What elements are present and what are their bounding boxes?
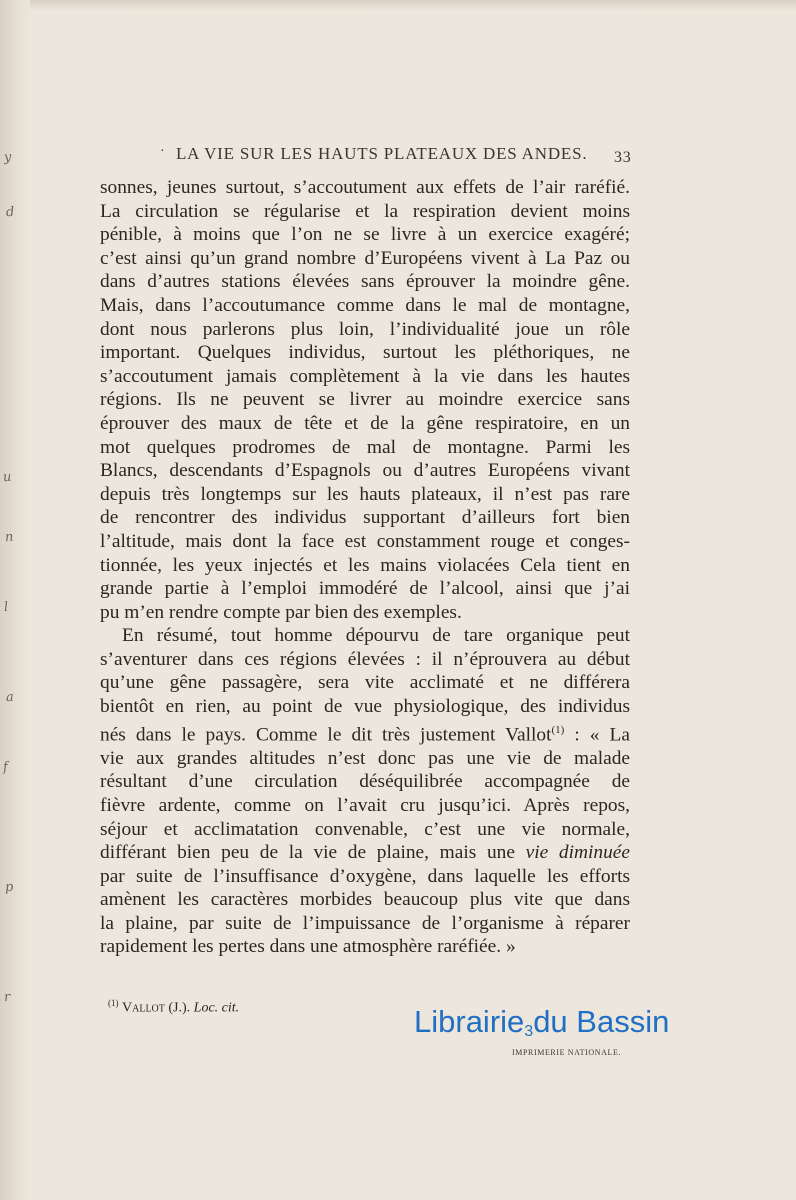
text-line: grande partie à l’emploi immodéré de l’alcool, ainsi que j’ai — [100, 578, 630, 600]
text-line: qu’une gêne passagère, sera vite acclimaté et ne différera — [100, 672, 630, 694]
facing-page-bleed: y d u n l a f p r — [0, 0, 30, 1200]
running-head — [160, 140, 630, 170]
watermark — [414, 1004, 669, 1040]
text-line: bientôt en rien, au point de vue physiologique, des individus — [100, 696, 630, 718]
watermark-sub: 3 — [524, 1023, 534, 1040]
text-line: important. Quelques individus, surtout les pléthoriques, ne — [100, 342, 630, 364]
emphasis: vie diminuée — [525, 842, 631, 864]
text-line: rapidement les pertes dans une atmosphère raréfiée. » — [100, 936, 516, 958]
text-line: résultant d’une circulation déséquilibrée accompagnée de — [100, 771, 630, 793]
text-line: mot quelques prodromes de mal de montagne. Parmi les — [100, 436, 630, 458]
line-text: nés dans le pays. Comme le dit très justement Vallot — [100, 724, 552, 746]
text-line: tionnée, les yeux injectés et les mains violacées Cela tient en — [100, 554, 630, 576]
text-line: la plaine, par suite de l’impuissance de l’organisme à réparer — [100, 912, 630, 934]
text-line: éprouver des maux de tête et de la gêne respiratoire, en un — [100, 412, 630, 434]
text-line: séjour et acclimatation convenable, c’est une vie normale, — [100, 818, 630, 840]
text-line: l’altitude, mais dont la face est constamment rouge et conges- — [100, 530, 630, 552]
text-line: Mais, dans l’accoutumance comme dans le mal de montagne, — [100, 294, 630, 316]
text-line: pu m’en rendre compte par bien des exemples. — [100, 601, 462, 623]
text-line: par suite de l’insuffisance d’oxygène, dans laquelle les efforts — [100, 865, 630, 887]
text-line: s’aventurer dans ces régions élevées : il n’éprouvera au début — [100, 648, 630, 670]
text-line: de rencontrer des individus supportant d’ailleurs fort bien — [100, 507, 630, 529]
head-tick: · — [160, 144, 166, 159]
text-line: sonnes, jeunes surtout, s’accoutument aux effets de l’air raréfié. — [100, 177, 630, 198]
text-line: vie aux grandes altitudes n’est donc pas une vie de malade — [100, 747, 630, 769]
footnote-marker: (1) — [108, 998, 119, 1008]
book-page — [100, 140, 630, 959]
watermark-right: du Bassin — [533, 1004, 670, 1039]
text-line: dans d’autres stations élevées sans éprouver la moindre gêne. — [100, 271, 630, 293]
body-text — [100, 176, 630, 959]
page-number: 33 — [614, 149, 632, 166]
text-line: fièvre ardente, comme on l’avait cru jusqu’ici. Après repos, — [100, 794, 630, 816]
running-head-title: LA VIE SUR LES HAUTS PLATEAUX DES ANDES. — [176, 144, 588, 163]
page-top-edge — [0, 0, 796, 10]
text-line: c’est ainsi qu’un grand nombre d’Européens vivent à La Paz ou — [100, 247, 630, 269]
line-text: différant bien peu de la vie de plaine, mais une — [100, 842, 526, 864]
line-text: : « La — [564, 724, 630, 746]
text-line: pénible, à moins que l’on ne se livre à un exercice exagéré; — [100, 224, 630, 246]
text-line: dont nous parlerons plus loin, l’individualité joue un rôle — [100, 318, 630, 340]
footnote-reference: Loc. cit. — [193, 1000, 240, 1016]
text-line: La circulation se régularise et la respiration devient moins — [100, 200, 630, 222]
text-line: régions. Ils ne peuvent se livrer au moindre exercice sans — [100, 389, 630, 411]
printer-imprint: IMPRIMERIE NATIONALE. — [512, 1048, 622, 1057]
text-line: En résumé, tout homme dépourvu de tare organique peut — [122, 625, 630, 647]
note-ref: (1) — [551, 723, 565, 736]
text-line-with-note — [100, 719, 630, 747]
text-line: s’accoutument jamais complètement à la vie dans les hautes — [100, 365, 630, 387]
text-line: Blancs, descendants d’Espagnols ou d’autres Européens vivant — [100, 460, 630, 482]
text-line: depuis très longtemps sur les hauts plateaux, il n’est pas rare — [100, 483, 630, 505]
text-line: amènent les caractères morbides beaucoup plus vite que dans — [100, 889, 630, 911]
footnote-author: Vallot (J.). — [122, 1000, 191, 1016]
watermark-left: Librairie — [414, 1004, 525, 1039]
text-line-with-emphasis — [100, 841, 630, 865]
footnote — [108, 998, 239, 1017]
